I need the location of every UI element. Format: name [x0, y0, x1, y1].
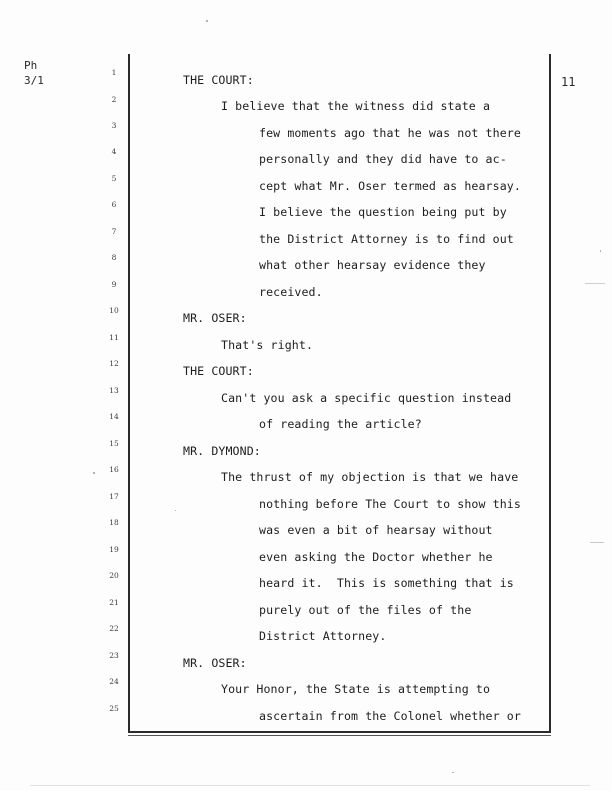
speaker-label: THE COURT:: [183, 73, 254, 87]
speaker-label: THE COURT:: [183, 364, 254, 378]
line-number: 1: [111, 68, 117, 77]
testimony-line: That's right.: [221, 338, 314, 352]
testimony-line: received.: [259, 285, 323, 299]
line-number: 2: [111, 95, 117, 104]
line-number: 9: [111, 280, 117, 289]
line-number: 7: [111, 227, 117, 236]
testimony-line: ascertain from the Colonel whether or: [259, 709, 521, 723]
line-number: 12: [109, 359, 119, 368]
speaker-label: MR. OSER:: [183, 311, 247, 325]
line-number: 5: [111, 174, 117, 183]
scan-speck: [585, 283, 605, 284]
testimony-line: Can't you ask a specific question instead: [221, 391, 512, 405]
scan-speck: [600, 250, 601, 252]
scan-edge-noise: [30, 785, 590, 786]
scan-speck: [206, 20, 208, 22]
page-number: 11: [561, 75, 576, 89]
line-number: 21: [109, 598, 119, 607]
margin-initials: Ph: [24, 59, 38, 72]
testimony-line: personally and they did have to ac-: [259, 152, 507, 166]
line-number: 17: [109, 492, 119, 501]
scan-speck: [590, 542, 604, 543]
line-number: 16: [109, 465, 119, 474]
testimony-line: of reading the article?: [259, 417, 422, 431]
scan-speck: [452, 772, 454, 773]
page-frame-bottom-rule: [128, 735, 551, 736]
testimony-line: was even a bit of hearsay without: [259, 523, 493, 537]
line-number: 24: [109, 677, 119, 686]
testimony-line: heard it. This is something that is: [259, 576, 514, 590]
scan-speck: [93, 472, 95, 474]
testimony-line: purely out of the files of the: [259, 603, 472, 617]
line-number: 10: [109, 306, 119, 315]
line-number: 8: [111, 253, 117, 262]
line-number: 22: [109, 624, 119, 633]
line-number: 25: [109, 704, 119, 713]
testimony-line: Your Honor, the State is attempting to: [221, 682, 491, 696]
testimony-line: the District Attorney is to find out: [259, 232, 514, 246]
line-number: 3: [111, 121, 117, 130]
speaker-label: MR. DYMOND:: [183, 444, 261, 458]
line-number: 19: [109, 545, 119, 554]
testimony-line: I believe that the witness did state a: [221, 99, 491, 113]
scan-speck: [175, 510, 176, 511]
line-number: 14: [109, 412, 119, 421]
line-number: 23: [109, 651, 119, 660]
testimony-line: The thrust of my objection is that we have: [221, 470, 519, 484]
testimony-line: few moments ago that he was not there: [259, 126, 521, 140]
testimony-line: I believe the question being put by: [259, 205, 507, 219]
testimony-line: cept what Mr. Oser termed as hearsay.: [259, 179, 521, 193]
line-number: 18: [109, 518, 119, 527]
testimony-line: even asking the Doctor whether he: [259, 550, 493, 564]
margin-page-ref: 3/1: [24, 74, 44, 87]
testimony-line: nothing before The Court to show this: [259, 497, 521, 511]
line-number: 11: [109, 333, 119, 342]
line-number: 13: [109, 386, 119, 395]
testimony-line: what other hearsay evidence they: [259, 258, 486, 272]
speaker-label: MR. OSER:: [183, 656, 247, 670]
line-number: 4: [111, 147, 117, 156]
line-number: 15: [109, 439, 119, 448]
line-number: 6: [111, 200, 117, 209]
line-number: 20: [109, 571, 119, 580]
testimony-line: District Attorney.: [259, 629, 387, 643]
